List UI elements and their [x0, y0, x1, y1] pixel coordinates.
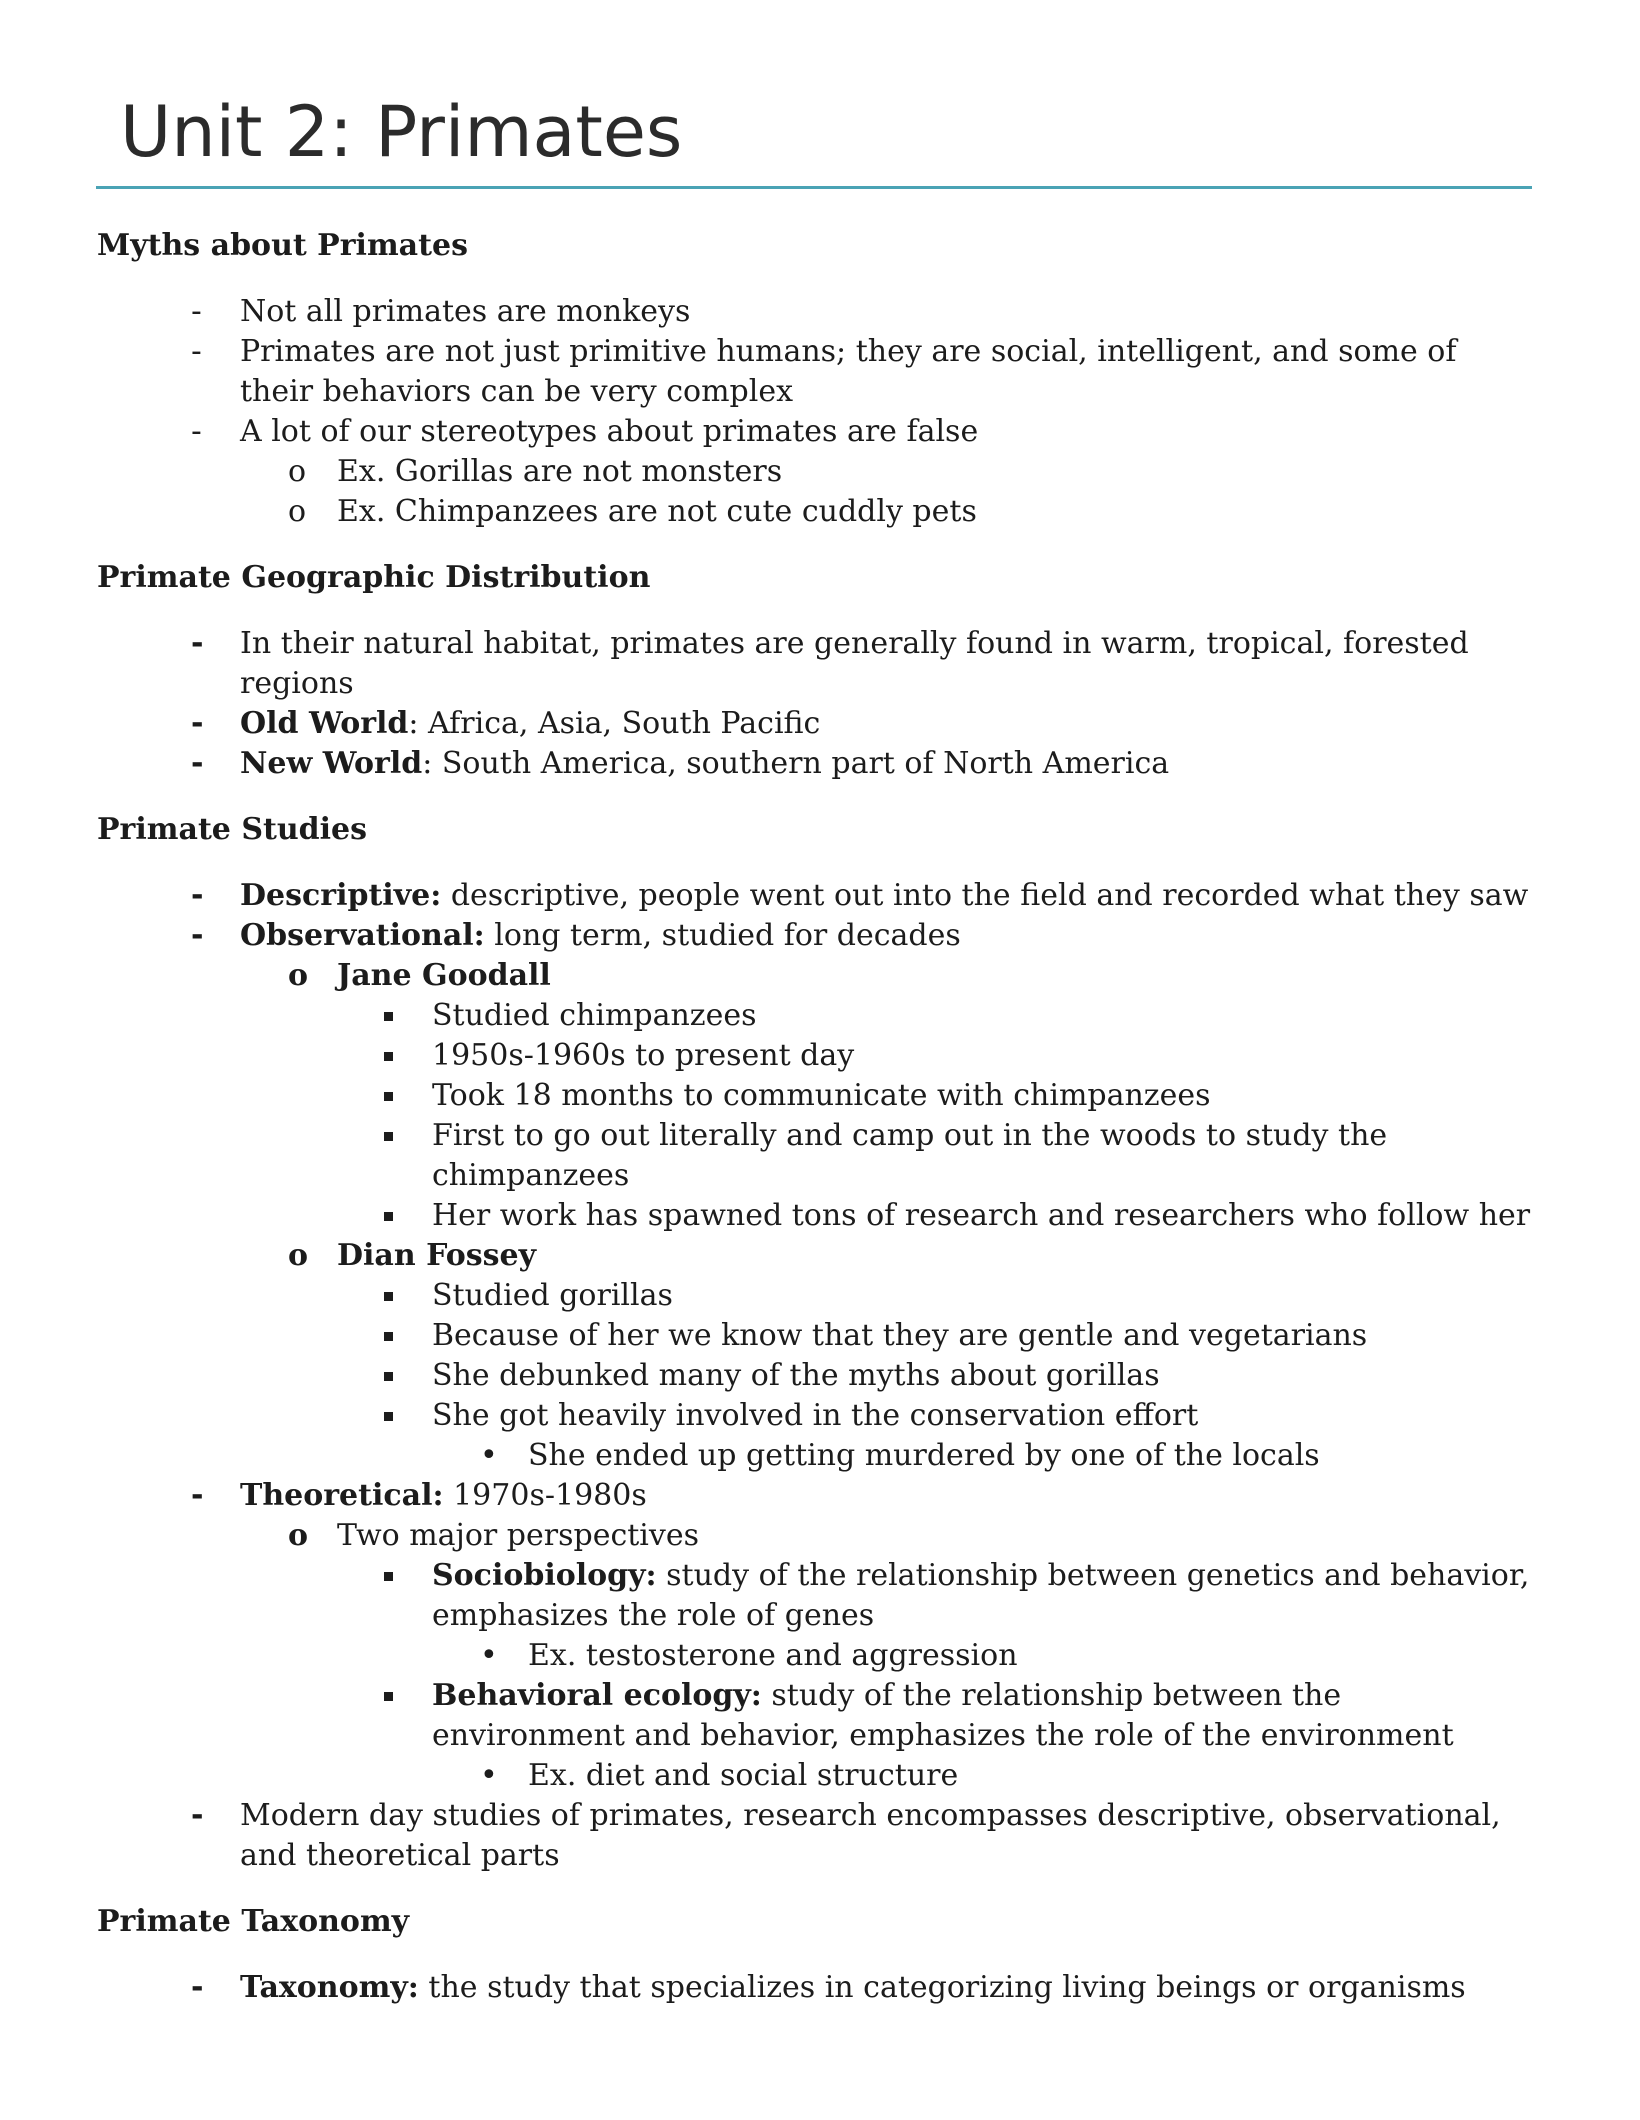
- sub-list-item: [97, 956, 1537, 996]
- sub-sub-list-item: Her work has spawned tons of research and researchers who follow her: [97, 1196, 1537, 1236]
- term: Observational:: [240, 918, 485, 953]
- dash-marker: -: [191, 878, 204, 913]
- square-marker: [384, 1132, 393, 1141]
- bullet-list-item: • Ex. testosterone and aggression: [97, 1636, 1537, 1676]
- sub-sub-list-item: She debunked many of the myths about gorillas: [97, 1356, 1537, 1396]
- taxonomy-list: [97, 1968, 1537, 2008]
- sub-sub-list-item: Sociobiology: study of the relationship between genetics and behavior, emphasizes the role of genes: [97, 1556, 1537, 1636]
- list-item: - Not all primates are monkeys: [97, 292, 1537, 332]
- sub-sub-list-item: Studied gorillas: [97, 1276, 1537, 1316]
- bullet-list-item: • Ex. diet and social structure: [97, 1756, 1537, 1796]
- term: Theoretical:: [240, 1478, 444, 1513]
- sub-sub-list-item: First to go out literally and camp out in the woods to study the chimpanzees: [97, 1116, 1537, 1196]
- square-marker: [384, 1052, 393, 1061]
- myths-list: [97, 292, 1537, 532]
- term: Descriptive:: [240, 878, 442, 913]
- sub-list-item: o Ex. Chimpanzees are not cute cuddly pets: [97, 492, 1537, 532]
- list-item: - Taxonomy: the study that specializes in categorizing living beings or organisms: [97, 1968, 1537, 2008]
- list-item: - Descriptive: descriptive, people went out into the field and recorded what they saw: [97, 876, 1537, 916]
- sub-sub-list-item: Because of her we know that they are gentle and vegetarians: [97, 1316, 1537, 1356]
- dash-marker: -: [191, 1798, 204, 1833]
- person-name: Jane Goodall: [337, 958, 551, 993]
- document-body: [97, 226, 1537, 2034]
- square-marker: [384, 1212, 393, 1221]
- bullet-marker: •: [480, 1438, 498, 1473]
- square-marker: [384, 1092, 393, 1101]
- dash-marker: -: [191, 334, 202, 369]
- square-marker: [384, 1412, 393, 1421]
- sub-sub-list-item: Behavioral ecology: study of the relationship between the environment and behavior, emphasizes the role of the environment: [97, 1676, 1537, 1756]
- dash-marker: -: [191, 918, 204, 953]
- term: Sociobiology:: [432, 1558, 657, 1593]
- dash-marker: -: [191, 746, 204, 781]
- list-item: - Primates are not just primitive humans; they are social, intelligent, and some of their behaviors can be very complex: [191, 334, 1457, 409]
- sub-list-item: o Two major perspectives: [97, 1516, 1537, 1556]
- distribution-list: [97, 624, 1537, 784]
- sub-sub-list-item: 1950s-1960s to present day: [97, 1036, 1537, 1076]
- section-heading-taxonomy: Primate Taxonomy: [97, 1904, 410, 1939]
- dash-marker: -: [191, 626, 204, 661]
- sub-sub-list-item: Took 18 months to communicate with chimpanzees: [97, 1076, 1537, 1116]
- term: Taxonomy:: [240, 1970, 419, 2005]
- list-item: - Observational: long term, studied for decades: [97, 916, 1537, 956]
- list-item: - In their natural habitat, primates are generally found in warm, tropical, forested regions: [191, 626, 1469, 701]
- sub-list-item: o Ex. Gorillas are not monsters: [97, 452, 1537, 492]
- document-title: Unit 2: Primates: [120, 91, 683, 173]
- person-name: Dian Fossey: [337, 1238, 537, 1273]
- dash-marker: -: [191, 294, 202, 329]
- bullet-list-item: • She ended up getting murdered by one of the locals: [97, 1436, 1537, 1476]
- studies-list: [97, 876, 1537, 1876]
- bullet-marker: •: [480, 1638, 498, 1673]
- term: Old World: [240, 706, 409, 741]
- square-marker: [384, 1292, 393, 1301]
- dash-marker: -: [191, 1970, 204, 2005]
- square-marker: [384, 1012, 393, 1021]
- section-heading-distribution: Primate Geographic Distribution: [97, 560, 651, 595]
- list-item: - Old World: Africa, Asia, South Pacific: [97, 704, 1537, 744]
- sub-sub-list-item: Studied chimpanzees: [97, 996, 1537, 1036]
- bullet-marker: •: [480, 1758, 498, 1793]
- sub-sub-list-item: She got heavily involved in the conservation effort: [97, 1396, 1537, 1436]
- list-item: - A lot of our stereotypes about primates are false: [97, 412, 1537, 452]
- list-item: - Theoretical: 1970s-1980s: [97, 1476, 1537, 1516]
- sub-list-item: [97, 1236, 1537, 1276]
- circle-marker: o: [288, 454, 307, 489]
- term: Behavioral ecology:: [432, 1678, 762, 1713]
- circle-marker: o: [288, 1518, 309, 1553]
- dash-marker: -: [191, 414, 202, 449]
- section-heading-myths: Myths about Primates: [97, 228, 468, 263]
- square-marker: [384, 1372, 393, 1381]
- list-item: - Modern day studies of primates, research encompasses descriptive, observational, and theoretical parts: [191, 1798, 1501, 1873]
- title-underline: [96, 186, 1532, 189]
- section-heading-studies: Primate Studies: [97, 812, 368, 847]
- term: New World: [240, 746, 423, 781]
- square-marker: [384, 1572, 393, 1581]
- dash-marker: -: [191, 1478, 204, 1513]
- square-marker: [384, 1692, 393, 1701]
- circle-marker: o: [288, 1238, 309, 1273]
- dash-marker: -: [191, 706, 204, 741]
- list-item: - New World: South America, southern part of North America: [97, 744, 1537, 784]
- circle-marker: o: [288, 958, 309, 993]
- circle-marker: o: [288, 494, 307, 529]
- square-marker: [384, 1332, 393, 1341]
